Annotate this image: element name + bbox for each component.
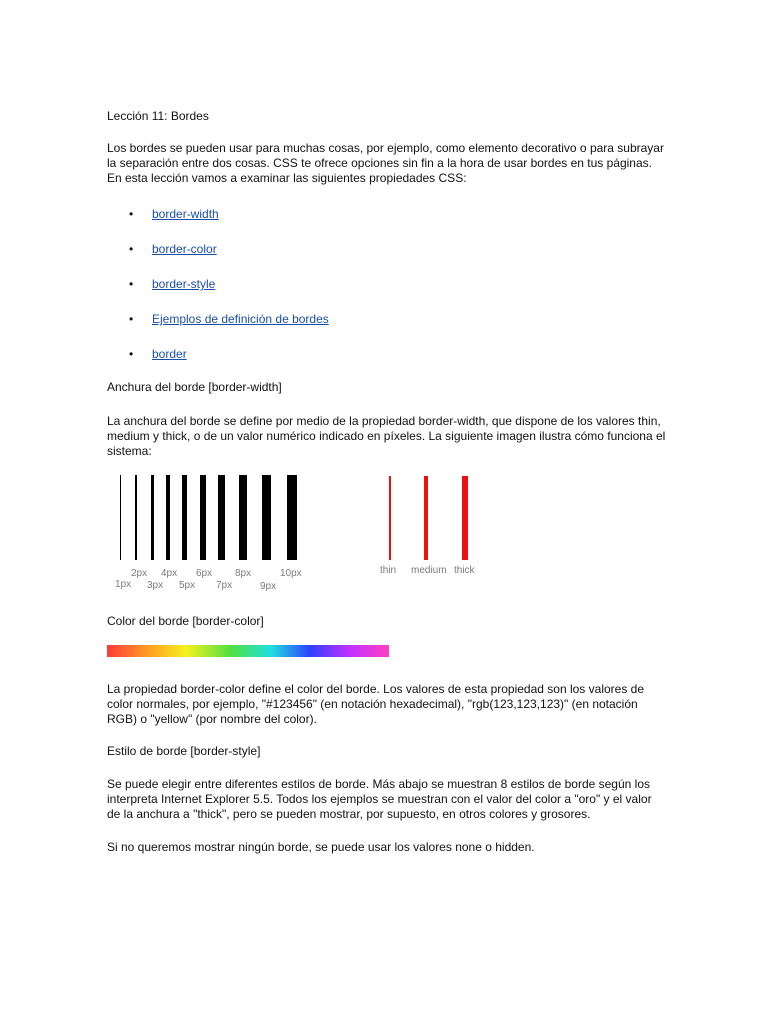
- width-label: thick: [454, 565, 475, 576]
- bullet-icon: •: [129, 242, 134, 256]
- bullet-icon: •: [129, 207, 134, 221]
- width-label: 10px: [280, 568, 302, 579]
- width-bar-10px: [287, 475, 297, 560]
- color-paragraph: La propiedad border-color define el color del borde. Los valores de esta propiedad son los valores de color normales, por ejemplo, "#123456" (en notación hexadecimal), "rgb(123,123,123)" (en notación RGB) o "yellow" (por nombre del color).: [107, 682, 645, 726]
- bullet-icon: •: [129, 277, 134, 291]
- width-label: 9px: [260, 581, 277, 592]
- width-bar-4px: [166, 475, 170, 560]
- width-label: 1px: [115, 579, 132, 590]
- bullet-icon: •: [129, 312, 134, 326]
- width-paragraph: La anchura del borde se define por medio de la propiedad border-width, que dispone de los valores thin, medium y thick, o de un valor numérico indicado en píxeles. La siguiente imagen ilustra cómo funciona el sistema:: [107, 414, 666, 458]
- width-label: 5px: [179, 580, 196, 591]
- width-bar-7px: [218, 475, 225, 560]
- color-spectrum-bar: [107, 645, 389, 657]
- width-label: 7px: [216, 580, 233, 591]
- width-bar-5px: [182, 475, 187, 560]
- width-bar-8px: [239, 475, 247, 560]
- width-bar-3px: [151, 475, 154, 560]
- style-paragraph: Se puede elegir entre diferentes estilos de borde. Más abajo se muestran 8 estilos de borde según los interpreta Internet Explorer 5.5. Todos los ejemplos se muestran con el valor del color a "oro" y el valor de la anchura a "thick", pero se pueden mostrar, por supuesto, en otros colores y grosores.: [107, 777, 652, 821]
- width-bar-thin: [389, 476, 391, 560]
- width-heading: Anchura del borde [border-width]: [107, 380, 282, 394]
- width-bar-thick: [462, 476, 468, 560]
- width-label: 2px: [131, 568, 148, 579]
- color-heading: Color del borde [border-color]: [107, 614, 264, 628]
- topic-link-border[interactable]: border: [152, 347, 187, 361]
- width-bar-1px: [120, 475, 121, 560]
- topic-link-border-color[interactable]: border-color: [152, 242, 217, 256]
- style-heading: Estilo de borde [border-style]: [107, 744, 261, 758]
- width-label: 8px: [235, 568, 252, 579]
- style-note: Si no queremos mostrar ningún borde, se puede usar los valores none o hidden.: [107, 840, 535, 854]
- width-bar-2px: [135, 475, 137, 560]
- topic-link-border-width[interactable]: border-width: [152, 207, 219, 221]
- width-label: medium: [411, 565, 447, 576]
- width-bar-medium: [424, 476, 428, 560]
- topic-link-examples[interactable]: Ejemplos de definición de bordes: [152, 312, 329, 326]
- width-bar-9px: [262, 475, 271, 560]
- width-label: 3px: [147, 580, 164, 591]
- lesson-title: Lección 11: Bordes: [107, 109, 209, 123]
- intro-paragraph: Los bordes se pueden usar para muchas cosas, por ejemplo, como elemento decorativo o para subrayar la separación entre dos cosas. CSS te ofrece opciones sin fin a la hora de usar bordes en tus páginas. En esta lección vamos a examinar las siguientes propiedades CSS:: [107, 141, 664, 185]
- width-label: thin: [380, 565, 397, 576]
- topic-link-border-style[interactable]: border-style: [152, 277, 216, 291]
- width-label: 4px: [161, 568, 178, 579]
- width-bar-6px: [200, 475, 206, 560]
- width-label: 6px: [196, 568, 213, 579]
- bullet-icon: •: [129, 347, 134, 361]
